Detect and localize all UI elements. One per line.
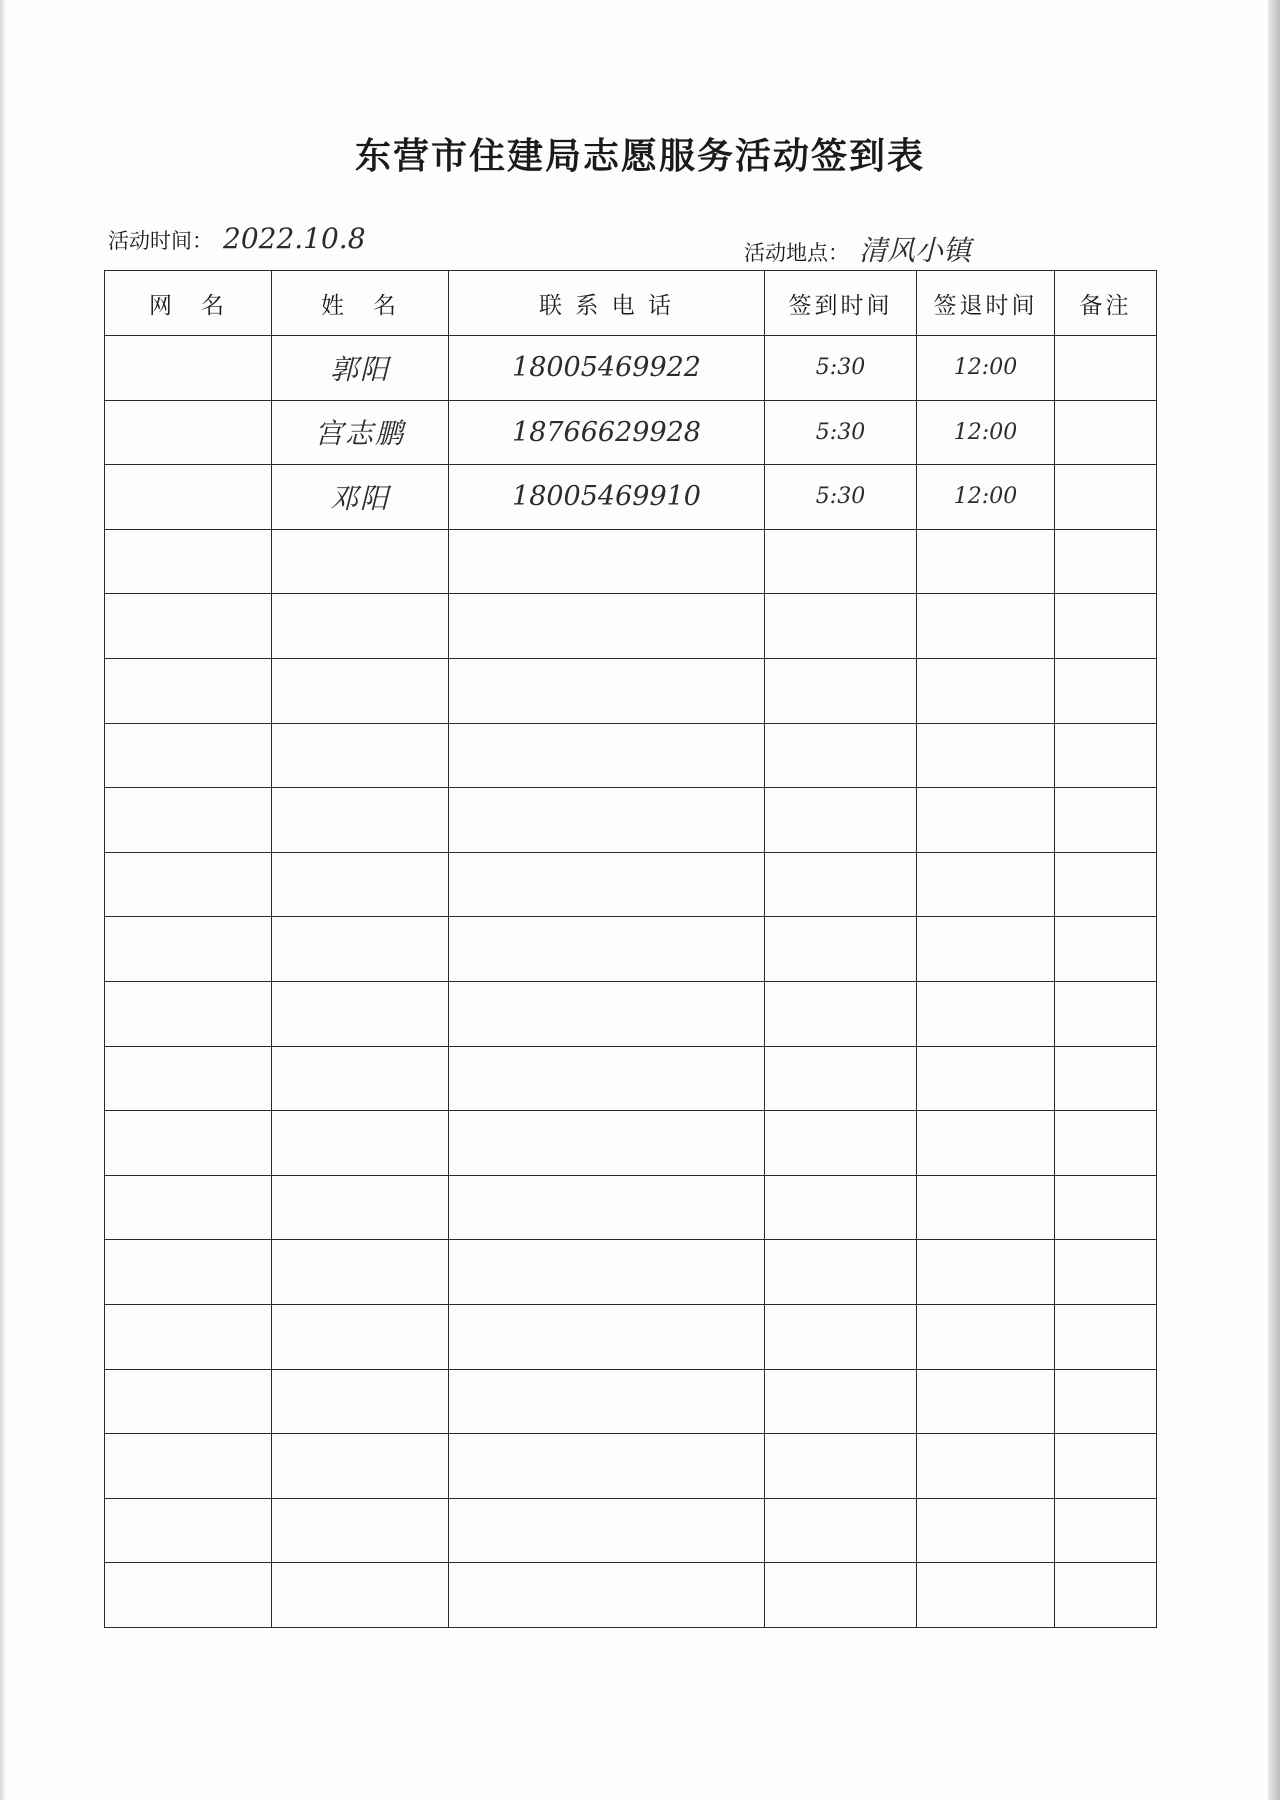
cell-nickname (105, 1240, 272, 1305)
cell-sign-in-time: 5:30 (765, 336, 917, 401)
cell-phone (449, 1304, 765, 1369)
cell-phone (449, 788, 765, 853)
cell-name (272, 1111, 449, 1176)
cell-sign-in-time (765, 723, 917, 788)
header-name: 姓 名 (272, 271, 449, 336)
page-edge-right (1268, 0, 1280, 1800)
table-row (105, 1498, 1157, 1563)
cell-sign-in-time (765, 594, 917, 659)
cell-remark (1055, 917, 1157, 982)
cell-nickname (105, 594, 272, 659)
table-row (105, 1175, 1157, 1240)
cell-remark (1055, 788, 1157, 853)
cell-sign-in-time (765, 1434, 917, 1499)
header-nickname: 网 名 (105, 271, 272, 336)
cell-phone (449, 529, 765, 594)
cell-name (272, 1498, 449, 1563)
cell-remark (1055, 336, 1157, 401)
cell-sign-out-time (917, 1175, 1055, 1240)
table-row (105, 1434, 1157, 1499)
cell-sign-in-time: 5:30 (765, 465, 917, 530)
cell-sign-in-time (765, 529, 917, 594)
cell-nickname (105, 723, 272, 788)
cell-sign-in-time (765, 1498, 917, 1563)
cell-sign-in-time (765, 788, 917, 853)
table-header-row (105, 271, 1157, 336)
cell-nickname (105, 1175, 272, 1240)
table-row (105, 658, 1157, 723)
cell-nickname (105, 1369, 272, 1434)
cell-name (272, 1240, 449, 1305)
cell-name (272, 917, 449, 982)
table-row (105, 336, 1157, 401)
cell-name (272, 594, 449, 659)
cell-phone (449, 594, 765, 659)
cell-sign-out-time (917, 594, 1055, 659)
cell-sign-out-time (917, 788, 1055, 853)
cell-sign-out-time (917, 1369, 1055, 1434)
cell-remark (1055, 1498, 1157, 1563)
cell-sign-out-time: 12:00 (917, 465, 1055, 530)
cell-sign-in-time (765, 852, 917, 917)
cell-remark (1055, 1046, 1157, 1111)
cell-nickname (105, 400, 272, 465)
cell-sign-in-time (765, 1111, 917, 1176)
cell-remark (1055, 1175, 1157, 1240)
cell-nickname (105, 465, 272, 530)
cell-remark (1055, 529, 1157, 594)
cell-name: 宫志鹏 (272, 400, 449, 465)
table-row (105, 1046, 1157, 1111)
cell-sign-in-time (765, 1046, 917, 1111)
cell-remark (1055, 1240, 1157, 1305)
cell-name (272, 1304, 449, 1369)
cell-remark (1055, 723, 1157, 788)
cell-name (272, 852, 449, 917)
cell-sign-out-time (917, 1498, 1055, 1563)
cell-remark (1055, 594, 1157, 659)
cell-sign-out-time (917, 1240, 1055, 1305)
table-row (105, 400, 1157, 465)
cell-name: 邓阳 (272, 465, 449, 530)
page-edge-left (0, 0, 6, 1800)
cell-name (272, 723, 449, 788)
cell-phone (449, 917, 765, 982)
table-row (105, 981, 1157, 1046)
cell-phone (449, 658, 765, 723)
cell-phone: 18005469922 (449, 336, 765, 401)
cell-remark (1055, 1369, 1157, 1434)
table-row (105, 788, 1157, 853)
cell-sign-in-time (765, 1175, 917, 1240)
cell-name (272, 1434, 449, 1499)
activity-place (744, 229, 971, 269)
cell-sign-out-time (917, 723, 1055, 788)
cell-phone (449, 1240, 765, 1305)
cell-name (272, 1369, 449, 1434)
table-row (105, 529, 1157, 594)
header-phone: 联 系 电 话 (449, 271, 765, 336)
cell-phone (449, 1498, 765, 1563)
sign-in-table (104, 270, 1157, 1628)
cell-nickname (105, 917, 272, 982)
cell-nickname (105, 981, 272, 1046)
cell-name (272, 1175, 449, 1240)
cell-phone (449, 852, 765, 917)
cell-sign-out-time (917, 1434, 1055, 1499)
cell-remark (1055, 981, 1157, 1046)
cell-sign-in-time (765, 1304, 917, 1369)
table-row (105, 1563, 1157, 1628)
cell-remark (1055, 1434, 1157, 1499)
cell-sign-in-time (765, 1369, 917, 1434)
cell-sign-in-time: 5:30 (765, 400, 917, 465)
cell-name (272, 1046, 449, 1111)
cell-remark (1055, 852, 1157, 917)
activity-time-value: 2022.10.8 (223, 222, 366, 255)
cell-remark (1055, 400, 1157, 465)
header-sign-in-time: 签到时间 (765, 271, 917, 336)
cell-phone (449, 1046, 765, 1111)
cell-phone (449, 1111, 765, 1176)
table-row (105, 465, 1157, 530)
cell-remark (1055, 1563, 1157, 1628)
cell-sign-out-time (917, 1304, 1055, 1369)
table-row (105, 594, 1157, 659)
cell-nickname (105, 1563, 272, 1628)
table-row (105, 723, 1157, 788)
activity-time (108, 222, 366, 255)
cell-sign-out-time (917, 1563, 1055, 1628)
cell-phone (449, 1175, 765, 1240)
cell-name (272, 529, 449, 594)
cell-sign-out-time: 12:00 (917, 400, 1055, 465)
cell-sign-in-time (765, 1563, 917, 1628)
cell-name (272, 981, 449, 1046)
cell-phone (449, 981, 765, 1046)
cell-sign-in-time (765, 917, 917, 982)
cell-sign-in-time (765, 1240, 917, 1305)
cell-remark (1055, 1304, 1157, 1369)
cell-nickname (105, 336, 272, 401)
cell-phone (449, 1369, 765, 1434)
table-row (105, 1304, 1157, 1369)
cell-sign-out-time: 12:00 (917, 336, 1055, 401)
cell-sign-out-time (917, 1046, 1055, 1111)
cell-phone: 18005469910 (449, 465, 765, 530)
cell-nickname (105, 1046, 272, 1111)
activity-place-label: 活动地点： (744, 241, 849, 265)
cell-remark (1055, 465, 1157, 530)
cell-nickname (105, 1498, 272, 1563)
table-row (105, 1369, 1157, 1434)
cell-sign-out-time (917, 658, 1055, 723)
table-row (105, 917, 1157, 982)
cell-name: 郭阳 (272, 336, 449, 401)
cell-nickname (105, 1111, 272, 1176)
cell-sign-in-time (765, 981, 917, 1046)
cell-nickname (105, 1434, 272, 1499)
table-row (105, 852, 1157, 917)
cell-sign-out-time (917, 852, 1055, 917)
document-title: 东营市住建局志愿服务活动签到表 (354, 136, 925, 177)
cell-sign-out-time (917, 529, 1055, 594)
cell-phone: 18766629928 (449, 400, 765, 465)
cell-nickname (105, 658, 272, 723)
cell-phone (449, 1563, 765, 1628)
cell-sign-out-time (917, 981, 1055, 1046)
cell-sign-out-time (917, 917, 1055, 982)
activity-time-label: 活动时间： (108, 229, 213, 253)
cell-nickname (105, 788, 272, 853)
cell-sign-out-time (917, 1111, 1055, 1176)
activity-place-value: 清风小镇 (859, 234, 972, 267)
header-sign-out-time: 签退时间 (917, 271, 1055, 336)
cell-remark (1055, 658, 1157, 723)
cell-phone (449, 723, 765, 788)
table-row (105, 1240, 1157, 1305)
cell-name (272, 788, 449, 853)
table-row (105, 1111, 1157, 1176)
cell-name (272, 658, 449, 723)
cell-nickname (105, 529, 272, 594)
cell-sign-in-time (765, 658, 917, 723)
cell-phone (449, 1434, 765, 1499)
table-body (105, 336, 1157, 1628)
cell-remark (1055, 1111, 1157, 1176)
cell-name (272, 1563, 449, 1628)
header-remark: 备注 (1055, 271, 1157, 336)
cell-nickname (105, 852, 272, 917)
cell-nickname (105, 1304, 272, 1369)
